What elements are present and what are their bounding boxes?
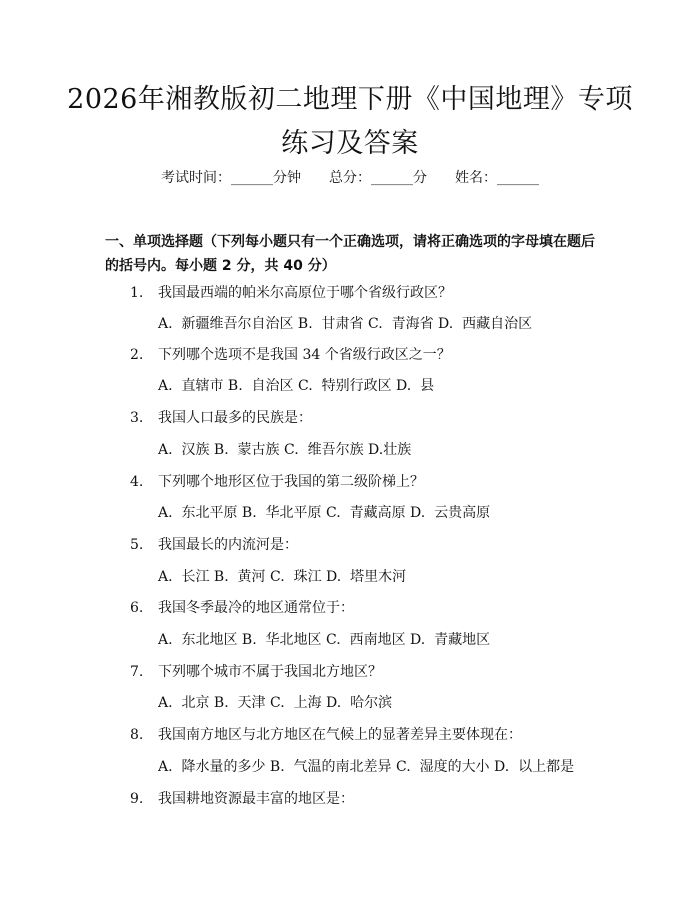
question-number: 7. — [130, 664, 144, 680]
question-text: 我国最西端的帕米尔高原位于哪个省级行政区？ — [158, 285, 452, 301]
question-number: 8. — [130, 727, 144, 743]
question-1-options: A. 新疆维吾尔自治区 B. 甘肃省 C. 青海省 D. 西藏自治区 — [158, 316, 533, 332]
question-text: 下列哪个地形区位于我国的第二级阶梯上？ — [158, 474, 424, 490]
question-6-options: A. 东北地区 B. 华北地区 C. 西南地区 D. 青藏地区 — [158, 632, 491, 648]
question-number: 4. — [130, 474, 144, 490]
question-number: 5. — [130, 537, 144, 553]
section-heading: 一、单项选择题（下列每小题只有一个正确选项，请将正确选项的字母填在题后的括号内。每小题 2 分，共 40 分） — [105, 234, 595, 274]
question-5 — [130, 535, 630, 555]
question-4-options: A. 东北平原 B. 华北平原 C. 青藏高原 D. 云贵高原 — [158, 505, 491, 521]
document-title: 2026年湘教版初二地理下册《中国地理》专项练习及答案 — [67, 84, 633, 159]
question-text: 下列哪个选项不是我国 34 个省级行政区之一？ — [158, 347, 451, 363]
question-5-options: A. 长江 B. 黄河 C. 珠江 D. 塔里木河 — [158, 569, 407, 585]
question-number: 2. — [130, 347, 144, 363]
question-1 — [130, 283, 630, 303]
question-number: 1. — [130, 285, 144, 301]
question-8 — [130, 725, 630, 745]
question-2 — [130, 345, 630, 365]
question-7 — [130, 662, 630, 682]
question-7-options: A. 北京 B. 天津 C. 上海 D. 哈尔滨 — [158, 695, 393, 711]
question-3 — [130, 408, 630, 428]
question-4 — [130, 472, 630, 492]
question-text: 我国冬季最冷的地区通常位于： — [158, 600, 354, 616]
question-text: 下列哪个城市不属于我国北方地区？ — [158, 664, 382, 680]
question-8-options: A. 降水量的多少 B. 气温的南北差异 C. 湿度的大小 D. 以上都是 — [158, 759, 575, 775]
question-6 — [130, 598, 630, 618]
question-9 — [130, 789, 630, 809]
exam-info-line: 考试时间：______分钟 总分：______分 姓名：______ — [161, 170, 539, 186]
question-text: 我国最长的内流河是： — [158, 537, 298, 553]
question-text: 我国人口最多的民族是： — [158, 410, 312, 426]
question-number: 6. — [130, 600, 144, 616]
question-text: 我国南方地区与北方地区在气候上的显著差异主要体现在： — [158, 727, 522, 743]
question-number: 9. — [130, 791, 144, 807]
question-text: 我国耕地资源最丰富的地区是： — [158, 791, 354, 807]
question-number: 3. — [130, 410, 144, 426]
question-3-options: A. 汉族 B. 蒙古族 C. 维吾尔族 D.壮族 — [158, 442, 412, 458]
question-2-options: A. 直辖市 B. 自治区 C. 特别行政区 D. 县 — [158, 378, 435, 394]
